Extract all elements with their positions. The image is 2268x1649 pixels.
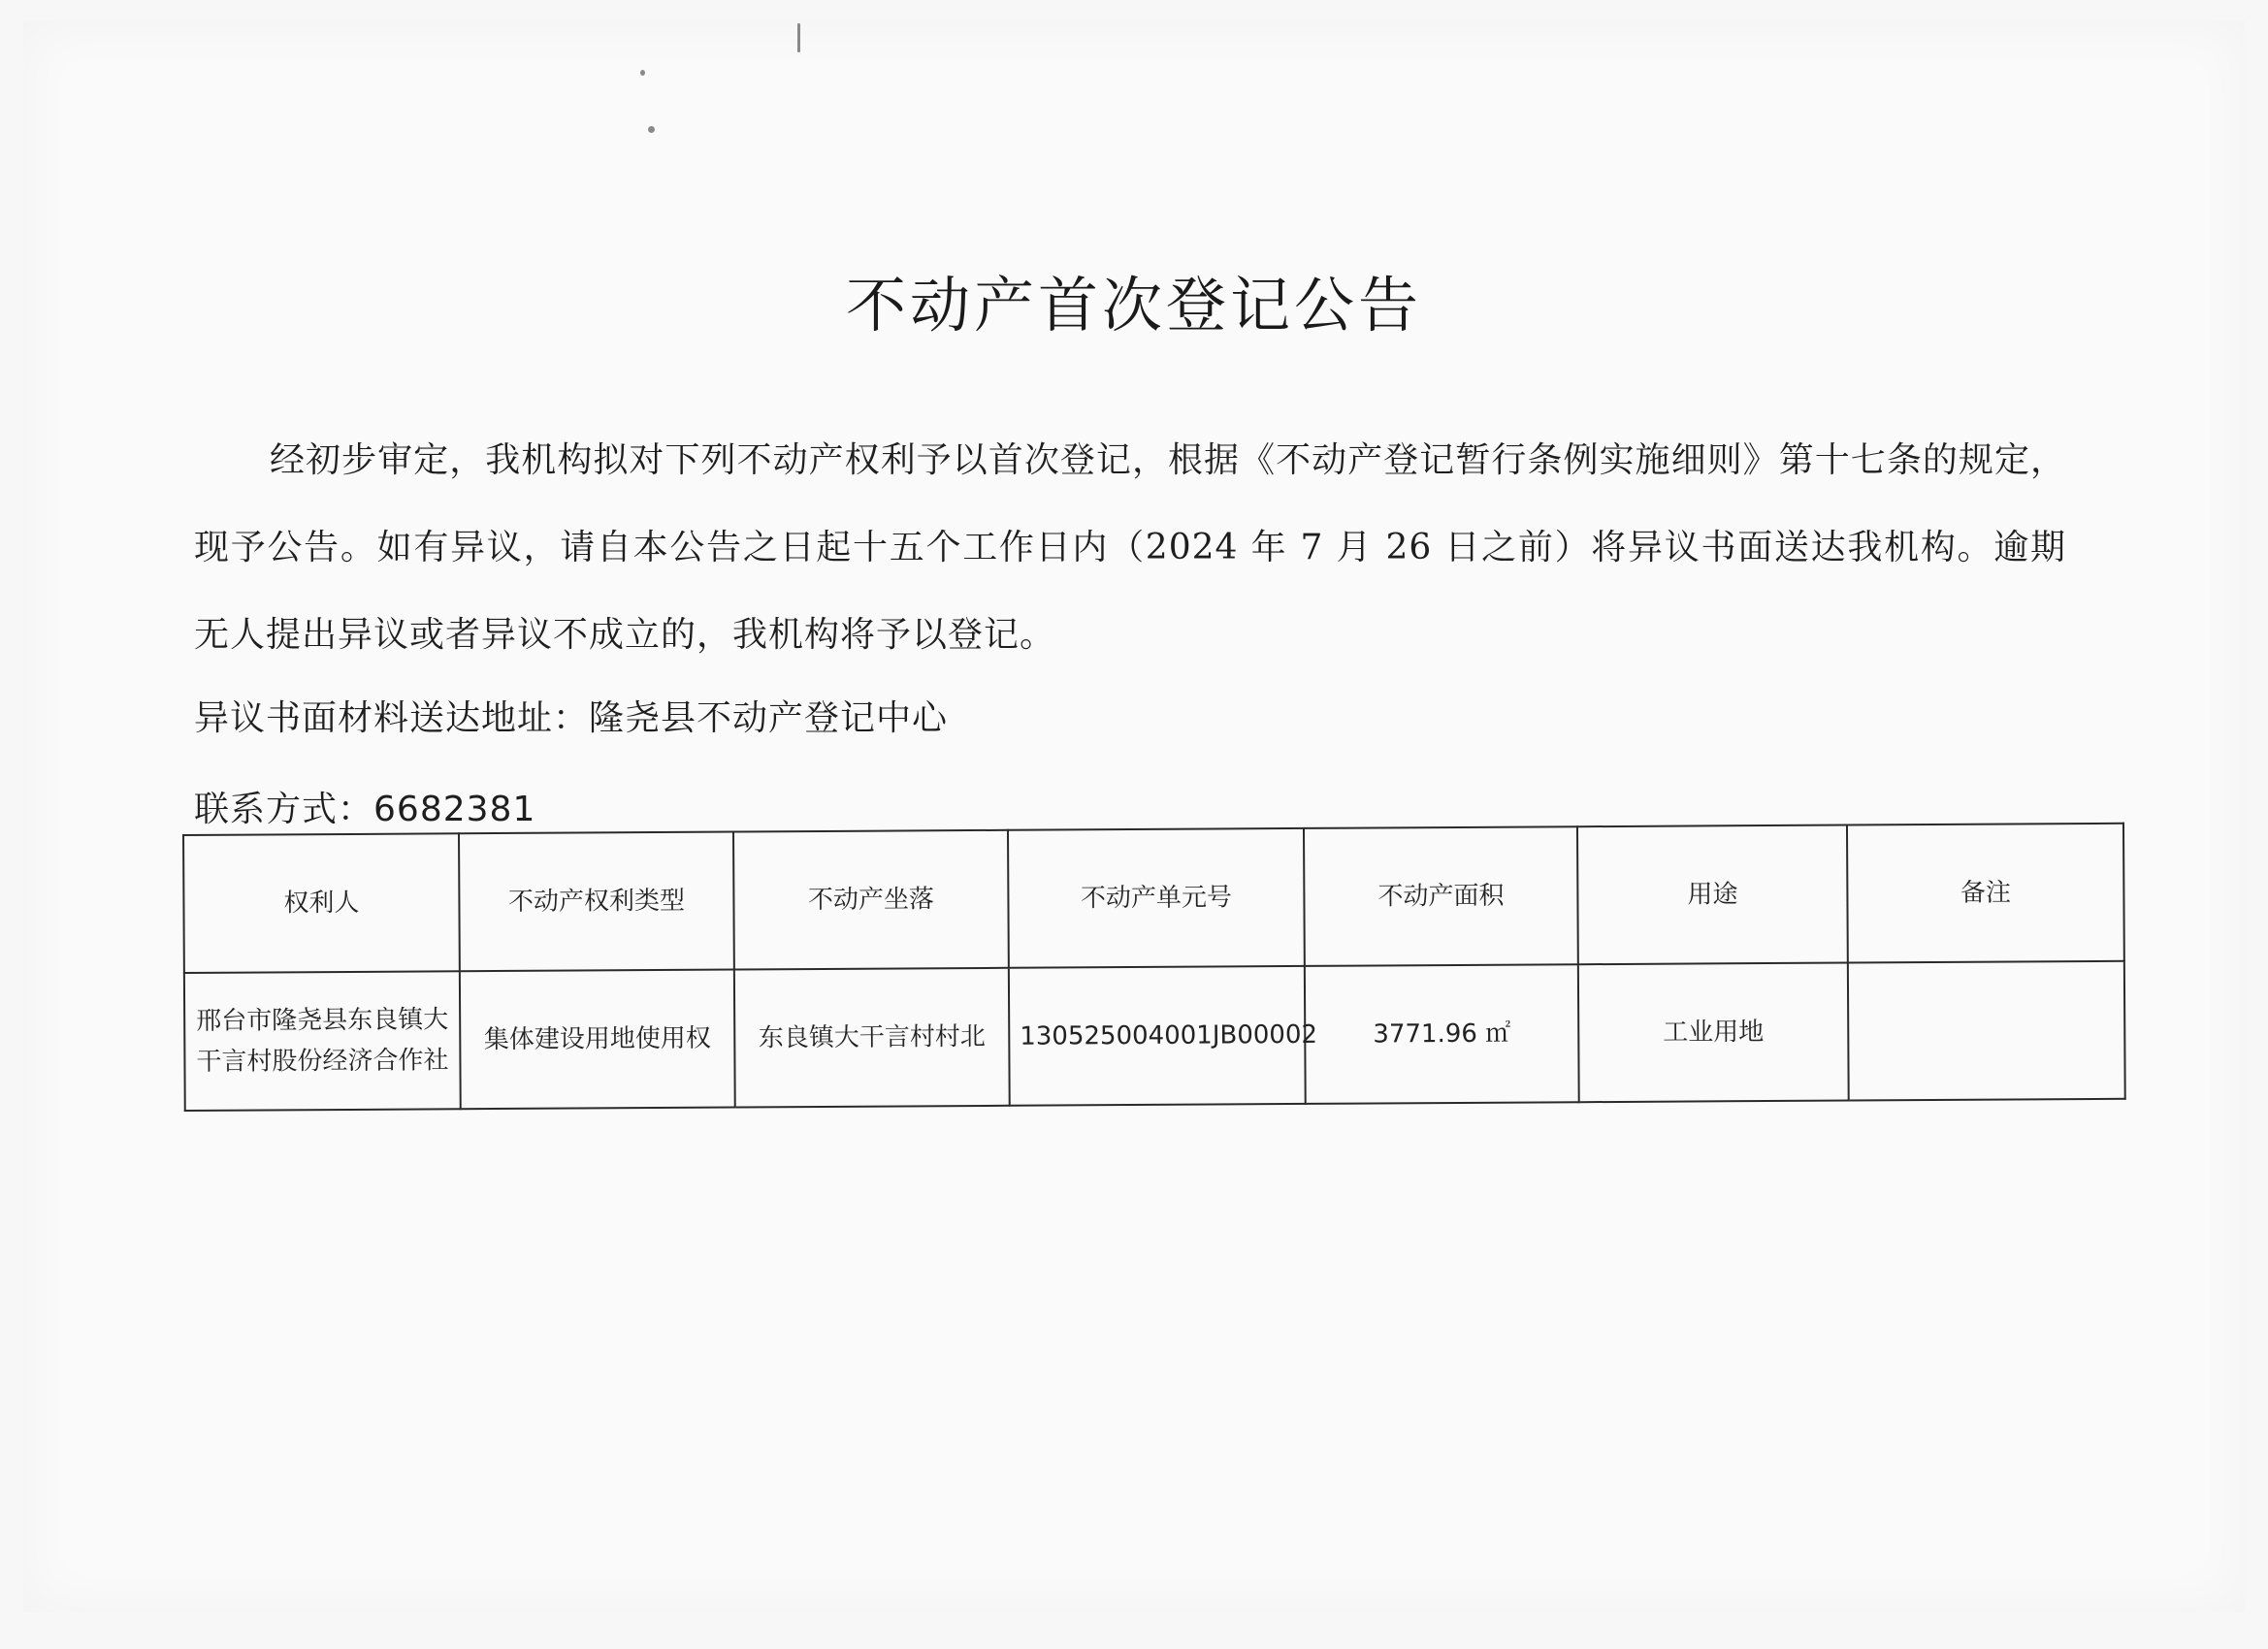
table-row xyxy=(184,961,2125,1111)
cell-area: 3771.96 ㎡ xyxy=(1305,964,1579,1104)
contact-value: 6682381 xyxy=(373,790,536,829)
address-value: 隆尧县不动产登记中心 xyxy=(589,698,949,738)
header-right-type: 不动产权利类型 xyxy=(459,832,734,972)
cell-right-type: 集体建设用地使用权 xyxy=(460,970,735,1110)
address-label: 异议书面材料送达地址： xyxy=(194,698,590,738)
header-unit-number: 不动产单元号 xyxy=(1008,828,1305,968)
contact-line xyxy=(194,782,535,831)
header-area: 不动产面积 xyxy=(1304,826,1578,966)
notice-body: 经初步审定，我机构拟对下列不动产权利予以首次登记，根据《不动产登记暂行条例实施细则》第十七条的规定，现予公告。如有异议，请自本公告之日起十五个工作日内（2024 年 7 月 26 日之前）将异议书面送达我机构。逾期无人提出异议或者异议不成立的，我机构将予以登记。 xyxy=(194,440,2066,655)
header-remarks: 备注 xyxy=(1847,824,2124,963)
scan-speck xyxy=(648,126,655,133)
cell-right-holder: 邢台市隆尧县东良镇大干言村股份经济合作社 xyxy=(184,971,461,1111)
scan-speck xyxy=(797,23,800,52)
cell-location: 东良镇大干言村村北 xyxy=(734,968,1010,1108)
cell-usage: 工业用地 xyxy=(1578,963,1849,1103)
header-usage: 用途 xyxy=(1577,825,1848,965)
notice-title: 不动产首次登记公告 xyxy=(845,270,1422,340)
header-location: 不动产坐落 xyxy=(733,830,1009,970)
table-header-row xyxy=(183,824,2124,973)
address-line xyxy=(194,691,948,740)
contact-label: 联系方式： xyxy=(194,790,374,829)
cell-remarks xyxy=(1848,961,2125,1101)
scan-speck xyxy=(640,70,645,76)
cell-unit-number: 130525004001JB00002 xyxy=(1009,966,1306,1106)
registration-table xyxy=(182,823,2126,1112)
header-right-holder: 权利人 xyxy=(183,833,460,973)
